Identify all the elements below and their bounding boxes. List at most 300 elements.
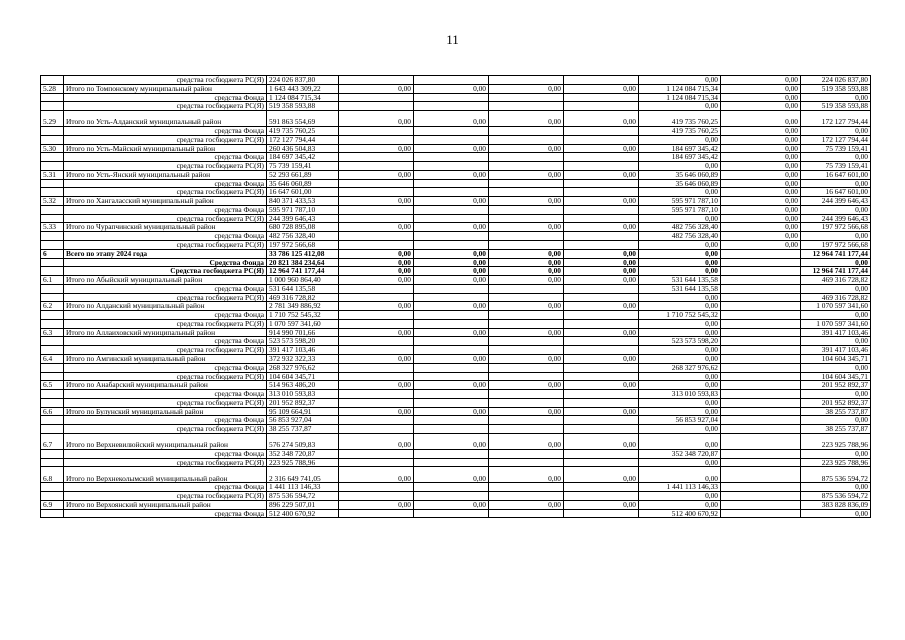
row-number-cell: 6.6 <box>41 407 64 416</box>
value-cell-7 <box>721 483 801 492</box>
value-cell-2: 0,00 <box>414 249 489 258</box>
value-cell-1 <box>339 153 414 162</box>
value-cell-7: 0,00 <box>721 135 801 144</box>
value-cell-5-6: 0,00 <box>639 135 721 144</box>
value-cell-5-6: 1 124 084 715,34 <box>639 93 721 102</box>
row-number-cell: 6.3 <box>41 328 64 337</box>
value-cell-4 <box>564 390 639 399</box>
row-number-cell: 6.4 <box>41 354 64 363</box>
value-cell-3 <box>489 398 564 407</box>
total-cost-cell: 875 536 594,72 <box>267 492 339 501</box>
value-cell-8: 201 952 892,37 <box>801 381 871 390</box>
value-cell-4: 0,00 <box>564 433 639 449</box>
value-cell-5-6: 523 573 598,20 <box>639 337 721 346</box>
value-cell-3 <box>489 232 564 241</box>
value-cell-8: 875 536 594,72 <box>801 492 871 501</box>
value-cell-8: 0,00 <box>801 258 871 267</box>
value-cell-4 <box>564 135 639 144</box>
total-cost-cell: 52 293 661,89 <box>267 170 339 179</box>
table-row <box>41 328 871 337</box>
row-name-cell: средства госбюджета РС(Я) <box>64 458 267 467</box>
total-cost-cell: 514 963 486,20 <box>267 381 339 390</box>
total-cost-cell: 576 274 509,83 <box>267 433 339 449</box>
value-cell-1 <box>339 483 414 492</box>
value-cell-2: 0,00 <box>414 381 489 390</box>
value-cell-1 <box>339 346 414 355</box>
value-cell-8: 75 739 159,41 <box>801 162 871 171</box>
value-cell-1: 0,00 <box>339 276 414 285</box>
value-cell-2 <box>414 188 489 197</box>
table-row <box>41 509 871 518</box>
value-cell-1 <box>339 509 414 518</box>
value-cell-5-6: 419 735 760,25 <box>639 127 721 136</box>
value-cell-5-6: 0,00 <box>639 102 721 111</box>
value-cell-5-6: 595 971 787,10 <box>639 205 721 214</box>
value-cell-5-6: 0,00 <box>639 241 721 250</box>
value-cell-7: 0,00 <box>721 127 801 136</box>
value-cell-3: 0,00 <box>489 433 564 449</box>
total-cost-cell: 201 952 892,37 <box>267 398 339 407</box>
value-cell-4 <box>564 232 639 241</box>
total-cost-cell: 16 647 601,00 <box>267 188 339 197</box>
row-name-cell: Итого по Анабарский муниципальный район <box>64 381 267 390</box>
value-cell-8: 224 026 837,80 <box>801 76 871 85</box>
table-row <box>41 249 871 258</box>
value-cell-5-6: 56 853 927,04 <box>639 416 721 425</box>
value-cell-5-6: 0,00 <box>639 188 721 197</box>
row-number-cell: 6.7 <box>41 433 64 449</box>
total-cost-cell: 1 070 597 341,60 <box>267 319 339 328</box>
value-cell-4: 0,00 <box>564 223 639 232</box>
value-cell-8: 75 739 159,41 <box>801 144 871 153</box>
value-cell-3: 0,00 <box>489 328 564 337</box>
value-cell-1: 0,00 <box>339 467 414 483</box>
total-cost-cell: 12 964 741 177,44 <box>267 267 339 276</box>
value-cell-4: 0,00 <box>564 500 639 509</box>
value-cell-5-6: 0,00 <box>639 433 721 449</box>
value-cell-2: 0,00 <box>414 144 489 153</box>
value-cell-7 <box>721 311 801 320</box>
value-cell-5-6: 1 710 752 545,32 <box>639 311 721 320</box>
value-cell-7: 0,00 <box>721 170 801 179</box>
value-cell-4: 0,00 <box>564 170 639 179</box>
total-cost-cell: 840 371 433,53 <box>267 197 339 206</box>
value-cell-3 <box>489 153 564 162</box>
value-cell-8: 0,00 <box>801 127 871 136</box>
value-cell-8: 16 647 601,00 <box>801 188 871 197</box>
value-cell-5-6: 0,00 <box>639 76 721 85</box>
value-cell-5-6: 0,00 <box>639 267 721 276</box>
table-row <box>41 241 871 250</box>
value-cell-2: 0,00 <box>414 111 489 127</box>
value-cell-8: 469 316 728,82 <box>801 276 871 285</box>
row-name-cell: Итого по Верхнеколымский муниципальный район <box>64 467 267 483</box>
total-cost-cell: 391 417 103,46 <box>267 346 339 355</box>
row-number-cell <box>41 458 64 467</box>
value-cell-8: 383 828 836,09 <box>801 500 871 509</box>
row-name-cell: средства Фонда <box>64 205 267 214</box>
value-cell-2 <box>414 416 489 425</box>
value-cell-1 <box>339 293 414 302</box>
value-cell-2 <box>414 425 489 434</box>
total-cost-cell: 531 644 135,58 <box>267 284 339 293</box>
row-number-cell: 6.2 <box>41 302 64 311</box>
row-number-cell: 6.9 <box>41 500 64 509</box>
value-cell-3 <box>489 205 564 214</box>
row-name-cell: Итого по Амгинский муниципальный район <box>64 354 267 363</box>
table-body <box>41 76 871 518</box>
value-cell-7: 0,00 <box>721 153 801 162</box>
value-cell-7: 0,00 <box>721 102 801 111</box>
value-cell-4 <box>564 346 639 355</box>
value-cell-3: 0,00 <box>489 223 564 232</box>
value-cell-5-6: 0,00 <box>639 302 721 311</box>
row-name-cell: Итого по Верхневилюйский муниципальный район <box>64 433 267 449</box>
value-cell-7: 0,00 <box>721 111 801 127</box>
value-cell-2 <box>414 162 489 171</box>
value-cell-7 <box>721 267 801 276</box>
value-cell-8: 0,00 <box>801 205 871 214</box>
value-cell-1 <box>339 135 414 144</box>
value-cell-3 <box>489 127 564 136</box>
value-cell-3 <box>489 449 564 458</box>
value-cell-3 <box>489 93 564 102</box>
table-row <box>41 197 871 206</box>
value-cell-3: 0,00 <box>489 144 564 153</box>
value-cell-5-6: 512 400 670,92 <box>639 509 721 518</box>
value-cell-4: 0,00 <box>564 111 639 127</box>
value-cell-3 <box>489 492 564 501</box>
row-name-cell: Итого по Усть-Алданский муниципальный район <box>64 111 267 127</box>
total-cost-cell: 1 000 960 864,40 <box>267 276 339 285</box>
value-cell-7 <box>721 458 801 467</box>
table-row <box>41 135 871 144</box>
value-cell-2 <box>414 232 489 241</box>
value-cell-7: 0,00 <box>721 84 801 93</box>
row-number-cell: 5.31 <box>41 170 64 179</box>
value-cell-3: 0,00 <box>489 381 564 390</box>
value-cell-8: 16 647 601,00 <box>801 170 871 179</box>
value-cell-3 <box>489 346 564 355</box>
row-name-cell: средства госбюджета РС(Я) <box>64 162 267 171</box>
value-cell-4 <box>564 162 639 171</box>
value-cell-5-6: 1 441 113 146,33 <box>639 483 721 492</box>
value-cell-1: 0,00 <box>339 433 414 449</box>
value-cell-1 <box>339 458 414 467</box>
total-cost-cell: 523 573 598,20 <box>267 337 339 346</box>
value-cell-5-6: 0,00 <box>639 249 721 258</box>
value-cell-7 <box>721 249 801 258</box>
value-cell-4 <box>564 241 639 250</box>
value-cell-2 <box>414 241 489 250</box>
value-cell-3 <box>489 390 564 399</box>
value-cell-1 <box>339 205 414 214</box>
value-cell-3: 0,00 <box>489 170 564 179</box>
value-cell-3: 0,00 <box>489 276 564 285</box>
table-row <box>41 102 871 111</box>
value-cell-4: 0,00 <box>564 302 639 311</box>
total-cost-cell: 56 853 927,04 <box>267 416 339 425</box>
table-row <box>41 407 871 416</box>
value-cell-7: 0,00 <box>721 93 801 102</box>
row-number-cell <box>41 311 64 320</box>
value-cell-4 <box>564 449 639 458</box>
value-cell-5-6: 0,00 <box>639 425 721 434</box>
total-cost-cell: 244 399 646,43 <box>267 214 339 223</box>
value-cell-4 <box>564 102 639 111</box>
value-cell-7 <box>721 363 801 372</box>
table-row <box>41 162 871 171</box>
value-cell-8: 223 925 788,96 <box>801 458 871 467</box>
value-cell-7 <box>721 354 801 363</box>
row-number-cell: 5.33 <box>41 223 64 232</box>
value-cell-1 <box>339 492 414 501</box>
value-cell-4: 0,00 <box>564 276 639 285</box>
value-cell-3 <box>489 293 564 302</box>
value-cell-7 <box>721 398 801 407</box>
value-cell-1 <box>339 337 414 346</box>
value-cell-2 <box>414 153 489 162</box>
total-cost-cell: 595 971 787,10 <box>267 205 339 214</box>
total-cost-cell: 680 728 895,08 <box>267 223 339 232</box>
table-row <box>41 311 871 320</box>
value-cell-1 <box>339 390 414 399</box>
value-cell-1: 0,00 <box>339 111 414 127</box>
value-cell-1 <box>339 372 414 381</box>
table-row <box>41 433 871 449</box>
value-cell-8: 12 964 741 177,44 <box>801 267 871 276</box>
row-number-cell <box>41 293 64 302</box>
row-number-cell <box>41 76 64 85</box>
row-number-cell <box>41 241 64 250</box>
value-cell-8: 104 604 345,71 <box>801 354 871 363</box>
value-cell-1 <box>339 363 414 372</box>
total-cost-cell: 1 441 113 146,33 <box>267 483 339 492</box>
value-cell-2: 0,00 <box>414 223 489 232</box>
row-name-cell: Итого по Чурапчинский муниципальный район <box>64 223 267 232</box>
row-name-cell: средства госбюджета РС(Я) <box>64 214 267 223</box>
row-number-cell: 5.28 <box>41 84 64 93</box>
row-number-cell <box>41 258 64 267</box>
value-cell-2: 0,00 <box>414 84 489 93</box>
value-cell-2 <box>414 492 489 501</box>
value-cell-4 <box>564 319 639 328</box>
row-name-cell: Итого по Усть-Янский муниципальный район <box>64 170 267 179</box>
value-cell-3: 0,00 <box>489 467 564 483</box>
value-cell-1 <box>339 127 414 136</box>
value-cell-5-6: 0,00 <box>639 372 721 381</box>
value-cell-5-6: 0,00 <box>639 258 721 267</box>
row-name-cell: средства госбюджета РС(Я) <box>64 372 267 381</box>
value-cell-3 <box>489 363 564 372</box>
total-cost-cell: 35 646 060,89 <box>267 179 339 188</box>
row-name-cell: средства госбюджета РС(Я) <box>64 346 267 355</box>
value-cell-4 <box>564 153 639 162</box>
row-number-cell: 5.29 <box>41 111 64 127</box>
value-cell-1 <box>339 319 414 328</box>
value-cell-7: 0,00 <box>721 162 801 171</box>
total-cost-cell: 313 010 593,83 <box>267 390 339 399</box>
value-cell-8: 391 417 103,46 <box>801 346 871 355</box>
row-name-cell: Итого по Алданский муниципальный район <box>64 302 267 311</box>
value-cell-3 <box>489 372 564 381</box>
row-name-cell: средства Фонда <box>64 93 267 102</box>
value-cell-1: 0,00 <box>339 249 414 258</box>
total-cost-cell: 519 358 593,88 <box>267 102 339 111</box>
value-cell-2 <box>414 293 489 302</box>
value-cell-2: 0,00 <box>414 407 489 416</box>
value-cell-3: 0,00 <box>489 249 564 258</box>
value-cell-8: 0,00 <box>801 153 871 162</box>
value-cell-5-6: 0,00 <box>639 492 721 501</box>
value-cell-5-6: 0,00 <box>639 214 721 223</box>
value-cell-1: 0,00 <box>339 197 414 206</box>
value-cell-1: 0,00 <box>339 170 414 179</box>
value-cell-7: 0,00 <box>721 188 801 197</box>
value-cell-3: 0,00 <box>489 500 564 509</box>
value-cell-3 <box>489 416 564 425</box>
value-cell-3 <box>489 458 564 467</box>
total-cost-cell: 1 710 752 545,32 <box>267 311 339 320</box>
value-cell-8: 172 127 794,44 <box>801 135 871 144</box>
value-cell-2: 0,00 <box>414 302 489 311</box>
value-cell-4 <box>564 509 639 518</box>
value-cell-2 <box>414 76 489 85</box>
value-cell-8: 0,00 <box>801 311 871 320</box>
row-number-cell <box>41 483 64 492</box>
value-cell-8: 223 925 788,96 <box>801 433 871 449</box>
value-cell-2 <box>414 346 489 355</box>
table-row <box>41 93 871 102</box>
value-cell-4: 0,00 <box>564 267 639 276</box>
value-cell-4 <box>564 179 639 188</box>
value-cell-5-6: 0,00 <box>639 346 721 355</box>
value-cell-2 <box>414 458 489 467</box>
row-number-cell <box>41 93 64 102</box>
value-cell-4 <box>564 293 639 302</box>
value-cell-1: 0,00 <box>339 407 414 416</box>
value-cell-7 <box>721 302 801 311</box>
value-cell-5-6: 0,00 <box>639 458 721 467</box>
value-cell-7: 0,00 <box>721 179 801 188</box>
value-cell-5-6: 184 697 345,42 <box>639 153 721 162</box>
row-name-cell: средства Фонда <box>64 311 267 320</box>
row-name-cell: средства Фонда <box>64 127 267 136</box>
value-cell-7 <box>721 407 801 416</box>
value-cell-5-6: 0,00 <box>639 467 721 483</box>
value-cell-3 <box>489 214 564 223</box>
row-number-cell <box>41 390 64 399</box>
value-cell-1 <box>339 425 414 434</box>
row-number-cell <box>41 162 64 171</box>
row-number-cell <box>41 363 64 372</box>
value-cell-8: 12 964 741 177,44 <box>801 249 871 258</box>
total-cost-cell: 197 972 566,68 <box>267 241 339 250</box>
value-cell-7 <box>721 390 801 399</box>
total-cost-cell: 75 739 159,41 <box>267 162 339 171</box>
value-cell-3 <box>489 425 564 434</box>
value-cell-4: 0,00 <box>564 197 639 206</box>
value-cell-1 <box>339 416 414 425</box>
table-row <box>41 267 871 276</box>
row-name-cell: средства Фонда <box>64 416 267 425</box>
total-cost-cell: 184 697 345,42 <box>267 153 339 162</box>
value-cell-3: 0,00 <box>489 84 564 93</box>
value-cell-3: 0,00 <box>489 354 564 363</box>
value-cell-2 <box>414 363 489 372</box>
table-row <box>41 425 871 434</box>
value-cell-8: 197 972 566,68 <box>801 223 871 232</box>
row-number-cell <box>41 102 64 111</box>
value-cell-1 <box>339 241 414 250</box>
table-row <box>41 179 871 188</box>
row-name-cell: Итого по Аллаиховский муниципальный район <box>64 328 267 337</box>
value-cell-4: 0,00 <box>564 249 639 258</box>
row-number-cell <box>41 346 64 355</box>
row-number-cell <box>41 284 64 293</box>
value-cell-7: 0,00 <box>721 214 801 223</box>
value-cell-2 <box>414 205 489 214</box>
row-number-cell: 6.5 <box>41 381 64 390</box>
value-cell-2: 0,00 <box>414 433 489 449</box>
value-cell-2: 0,00 <box>414 354 489 363</box>
row-number-cell <box>41 214 64 223</box>
value-cell-1 <box>339 102 414 111</box>
value-cell-1: 0,00 <box>339 267 414 276</box>
row-number-cell: 5.32 <box>41 197 64 206</box>
table-row <box>41 111 871 127</box>
total-cost-cell: 223 925 788,96 <box>267 458 339 467</box>
table-row <box>41 84 871 93</box>
total-cost-cell: 224 026 837,80 <box>267 76 339 85</box>
total-cost-cell: 104 604 345,71 <box>267 372 339 381</box>
row-number-cell <box>41 372 64 381</box>
table-row <box>41 205 871 214</box>
value-cell-4 <box>564 188 639 197</box>
table-row <box>41 153 871 162</box>
value-cell-4: 0,00 <box>564 354 639 363</box>
value-cell-5-6: 184 697 345,42 <box>639 144 721 153</box>
value-cell-2 <box>414 337 489 346</box>
value-cell-1 <box>339 162 414 171</box>
value-cell-3 <box>489 337 564 346</box>
value-cell-8: 38 255 737,87 <box>801 425 871 434</box>
value-cell-7 <box>721 467 801 483</box>
value-cell-8: 38 255 737,87 <box>801 407 871 416</box>
value-cell-8: 519 358 593,88 <box>801 102 871 111</box>
value-cell-5-6: 531 644 135,58 <box>639 276 721 285</box>
value-cell-8: 104 604 345,71 <box>801 372 871 381</box>
table-row <box>41 293 871 302</box>
table-row <box>41 398 871 407</box>
budget-table <box>40 75 871 518</box>
value-cell-2: 0,00 <box>414 500 489 509</box>
value-cell-5-6: 0,00 <box>639 381 721 390</box>
value-cell-3: 0,00 <box>489 258 564 267</box>
row-number-cell: 6 <box>41 249 64 258</box>
value-cell-8: 197 972 566,68 <box>801 241 871 250</box>
row-name-cell: средства госбюджета РС(Я) <box>64 319 267 328</box>
value-cell-5-6: 35 646 060,89 <box>639 170 721 179</box>
value-cell-8: 1 070 597 341,60 <box>801 319 871 328</box>
row-name-cell: Итого по Верхоянский муниципальный район <box>64 500 267 509</box>
value-cell-1 <box>339 449 414 458</box>
row-name-cell: средства Фонда <box>64 363 267 372</box>
value-cell-8: 0,00 <box>801 93 871 102</box>
value-cell-7 <box>721 425 801 434</box>
total-cost-cell: 268 327 976,62 <box>267 363 339 372</box>
value-cell-3 <box>489 319 564 328</box>
